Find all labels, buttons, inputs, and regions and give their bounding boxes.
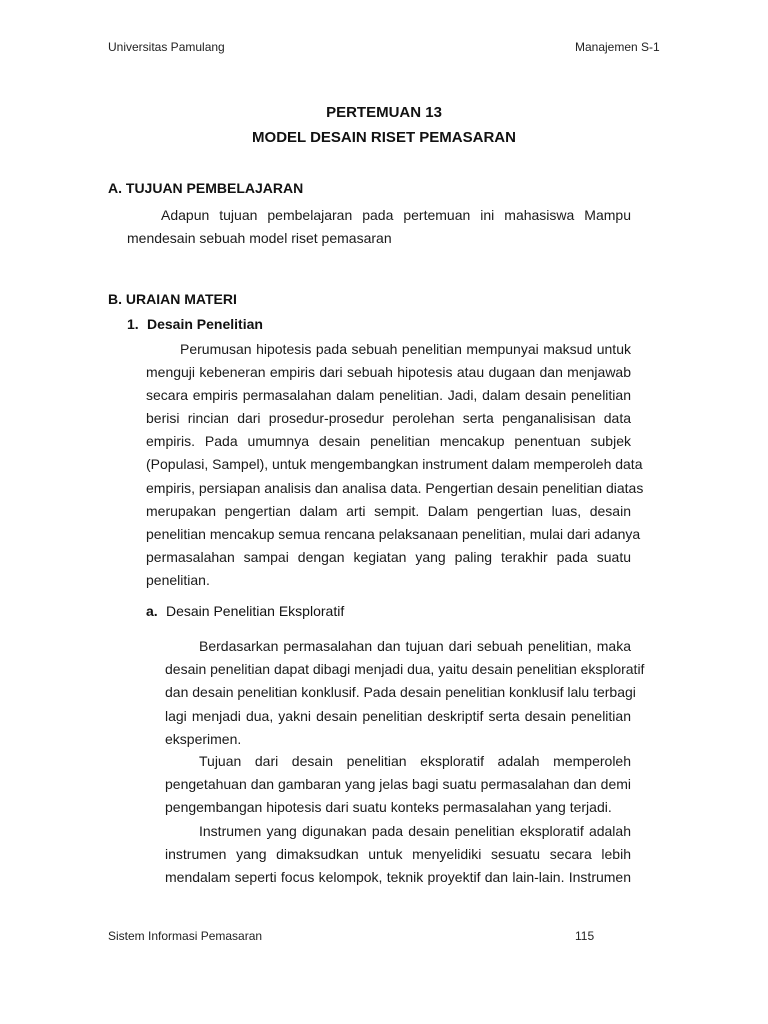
paragraph-line: instrumen yang dimaksudkan untuk menyelidiki sesuatu secara lebih bbox=[165, 846, 631, 863]
paragraph-line: Adapun tujuan pembelajaran pada pertemuan ini mahasiswa Mampu bbox=[161, 207, 631, 223]
desain-penelitian-paragraph bbox=[146, 338, 644, 592]
paragraph-line: (Populasi, Sampel), untuk mengembangkan instrument dalam memperoleh data bbox=[146, 456, 643, 473]
paragraph-line: pengembangan hipotesis dari suatu konteks permasalahan yang terjadi. bbox=[165, 799, 612, 816]
chapter-title: MODEL DESAIN RISET PEMASARAN bbox=[252, 129, 516, 146]
paragraph-line: Tujuan dari desain penelitian eksploratif adalah memperoleh bbox=[199, 753, 631, 769]
section-a-paragraph bbox=[127, 204, 631, 250]
subheading-label: Desain Penelitian Eksploratif bbox=[166, 603, 345, 619]
eksploratif-paragraph-3 bbox=[165, 820, 631, 890]
paragraph-line: mendesain sebuah model riset pemasaran bbox=[127, 230, 392, 247]
paragraph-line: permasalahan sampai dengan kegiatan yang paling terakhir pada suatu bbox=[146, 548, 631, 565]
paragraph-line: menguji kebeneran empiris dari sebuah hipotesis atau dugaan dan menjawab bbox=[146, 364, 631, 381]
section-b-heading: B. URAIAN MATERI bbox=[108, 291, 237, 307]
paragraph-line: secara empiris permasalahan dalam penelitian. Jadi, dalam desain penelitian bbox=[146, 387, 631, 404]
header-university: Universitas Pamulang bbox=[108, 40, 225, 54]
paragraph-line: penelitian mencakup semua rencana pelaksanaan penelitian, mulai dari adanya bbox=[146, 525, 641, 542]
subheading-desain-penelitian bbox=[127, 316, 263, 332]
paragraph-line: empiris, persiapan analisis dan analisa data. Pengertian desain penelitian diatas bbox=[146, 479, 644, 496]
paragraph-line: lagi menjadi dua, yakni desain penelitian deskriptif serta desain penelitian bbox=[165, 707, 631, 724]
eksploratif-paragraph-2 bbox=[165, 750, 631, 820]
page-number: 115 bbox=[575, 929, 595, 943]
paragraph-line: Instrumen yang digunakan pada desain penelitian eksploratif adalah bbox=[199, 823, 631, 839]
header-program: Manajemen S-1 bbox=[575, 40, 660, 54]
paragraph-line: pengetahuan dan gambaran yang jelas bagi suatu permasalahan dan demi bbox=[165, 776, 631, 793]
subheading-eksploratif bbox=[146, 603, 344, 619]
meeting-title: PERTEMUAN 13 bbox=[326, 104, 442, 121]
paragraph-line: mendalam seperti focus kelompok, teknik proyektif dan lain-lain. Instrumen bbox=[165, 869, 631, 886]
paragraph-line: desain penelitian dapat dibagi menjadi dua, yaitu desain penelitian eksploratif bbox=[165, 661, 645, 678]
subheading-letter: a. bbox=[146, 603, 158, 619]
eksploratif-paragraph-1 bbox=[165, 635, 645, 751]
subheading-label: Desain Penelitian bbox=[147, 316, 263, 332]
section-a-heading: A. TUJUAN PEMBELAJARAN bbox=[108, 180, 304, 196]
paragraph-line: dan desain penelitian konklusif. Pada desain penelitian konklusif lalu terbagi bbox=[165, 684, 636, 701]
paragraph-line: penelitian. bbox=[146, 571, 210, 588]
paragraph-line: merupakan pengertian dalam arti sempit. Dalam pengertian luas, desain bbox=[146, 502, 631, 519]
paragraph-line: Berdasarkan permasalahan dan tujuan dari sebuah penelitian, maka bbox=[199, 638, 631, 654]
paragraph-line: berisi rincian dari prosedur-prosedur perolehan serta penganalisisan data bbox=[146, 410, 631, 427]
paragraph-line: Perumusan hipotesis pada sebuah penelitian mempunyai maksud untuk bbox=[180, 341, 631, 357]
subheading-number: 1. bbox=[127, 316, 139, 332]
footer-course: Sistem Informasi Pemasaran bbox=[108, 929, 263, 943]
paragraph-line: eksperimen. bbox=[165, 730, 242, 747]
paragraph-line: empiris. Pada umumnya desain penelitian mencakup penentuan subjek bbox=[146, 433, 631, 450]
